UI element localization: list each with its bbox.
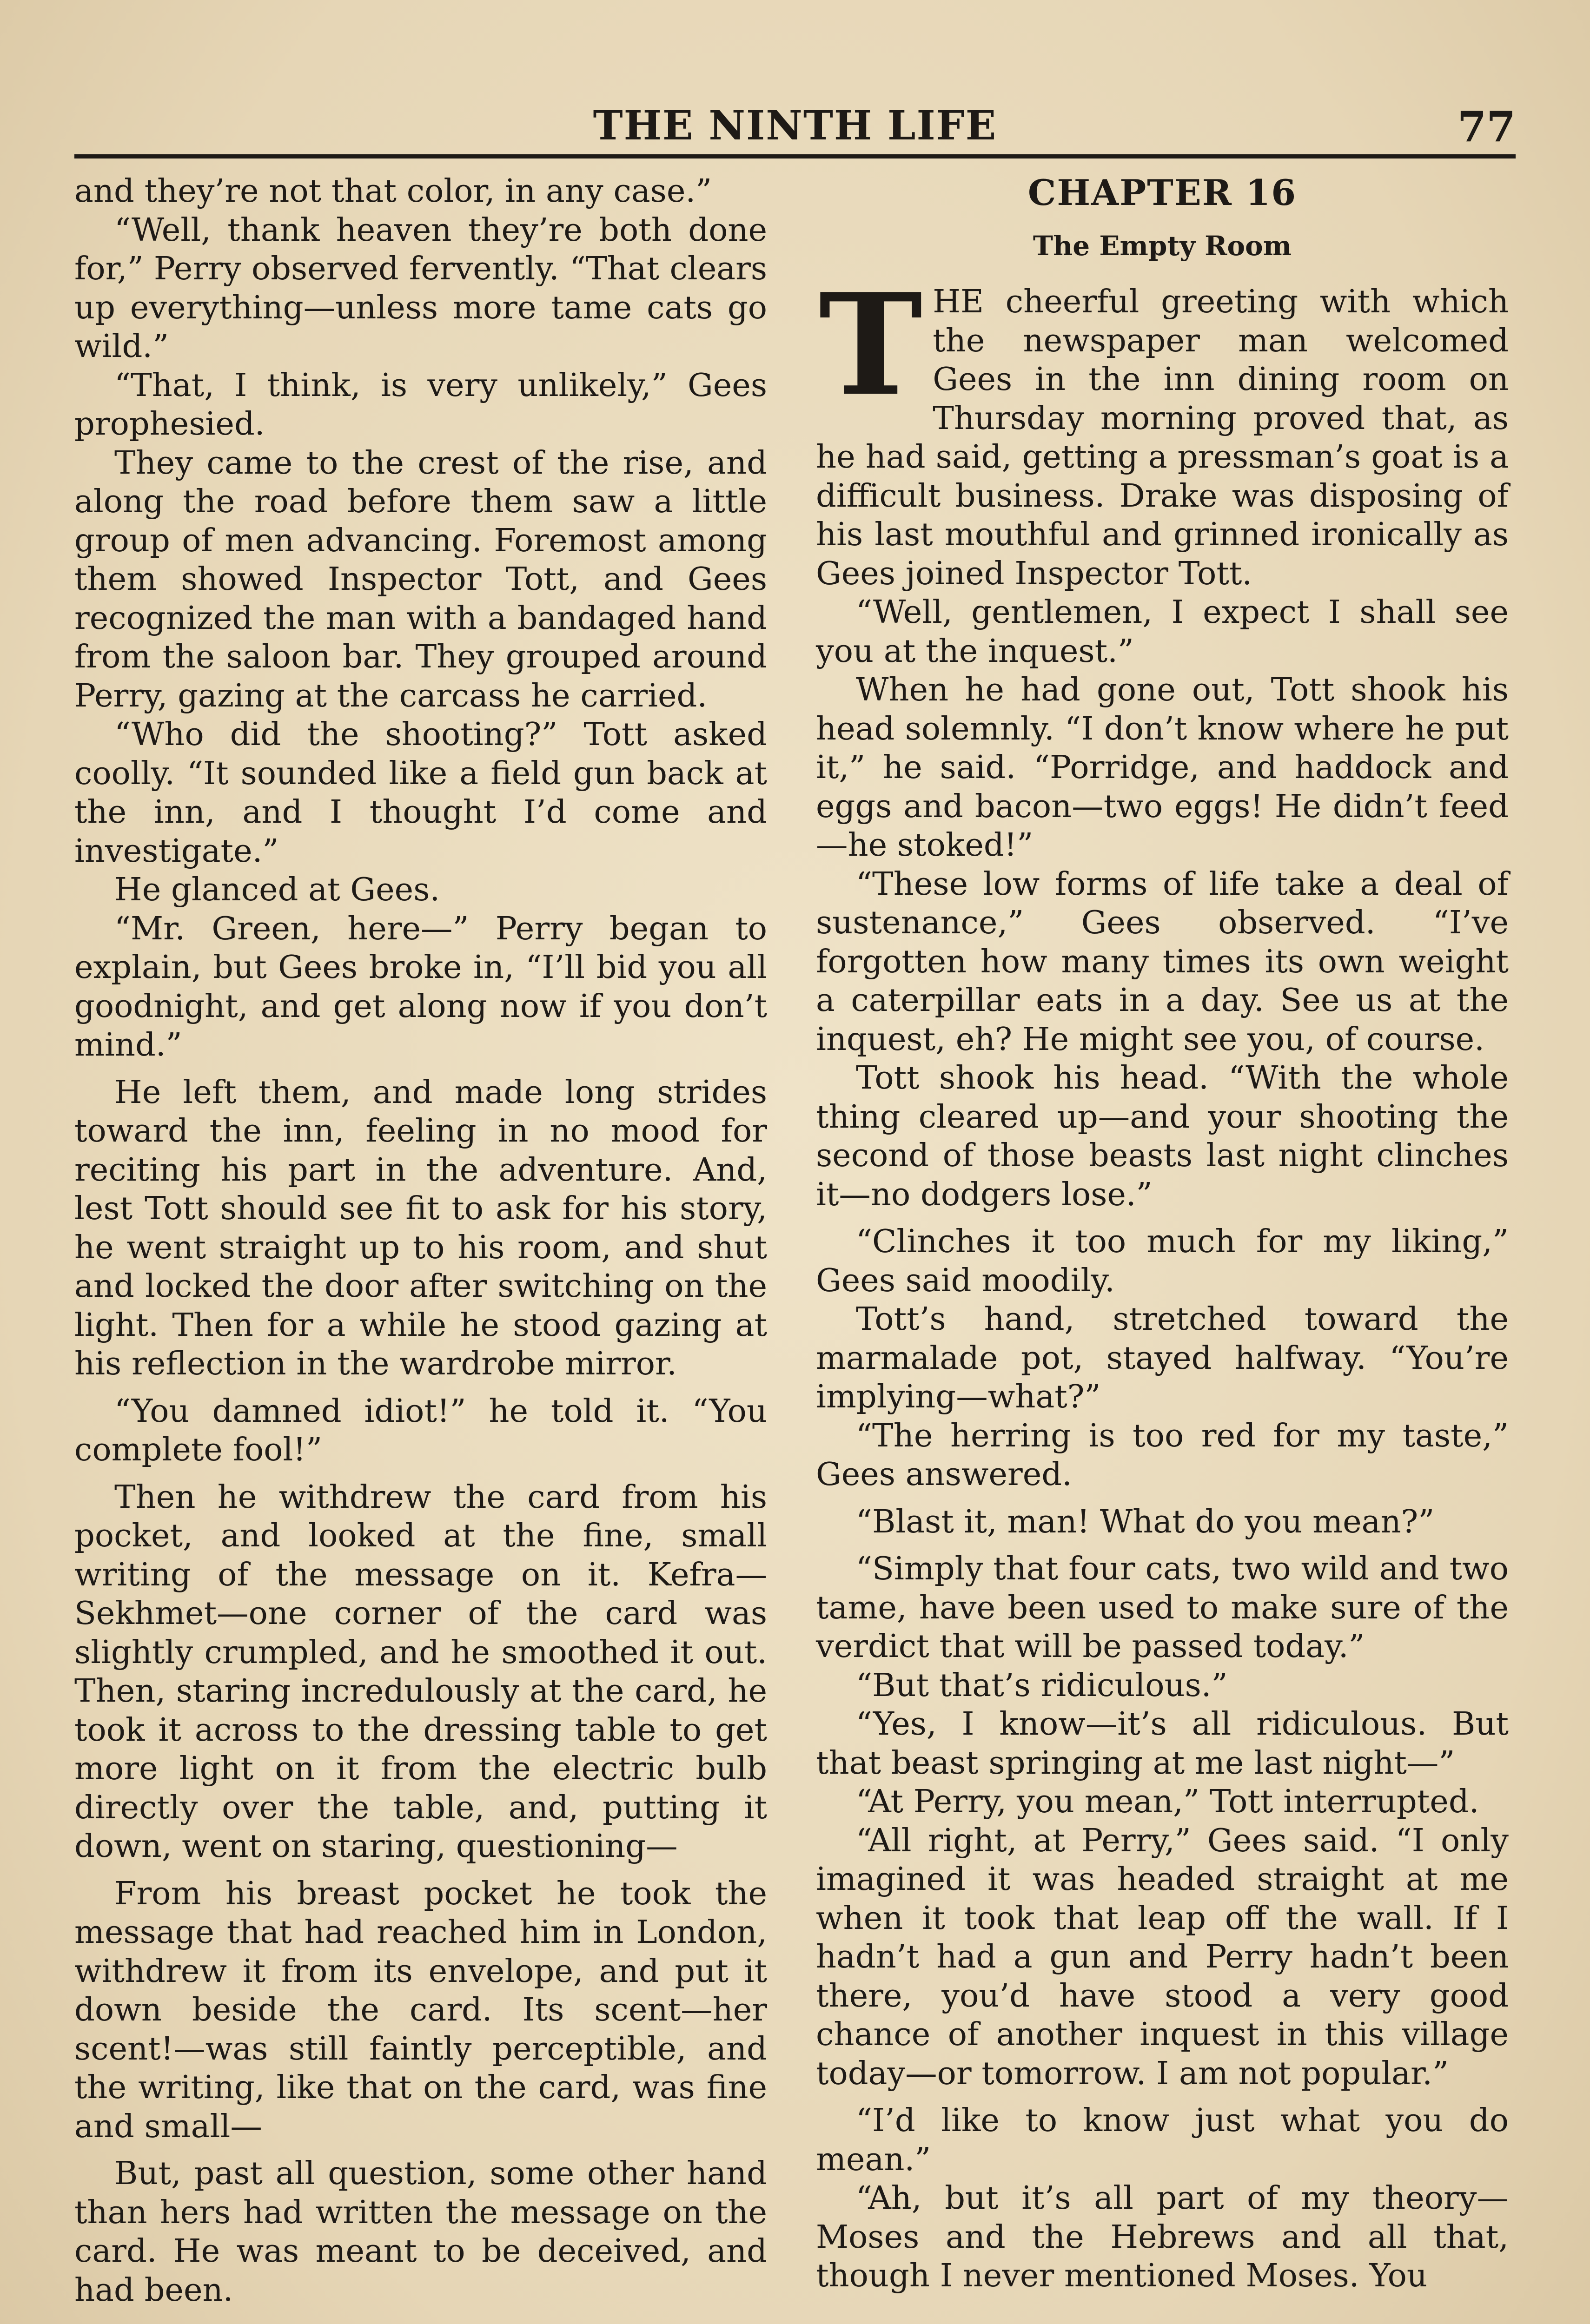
- paragraph: “Well, thank heaven they’re both done for,” Perry observed fervently. “That clears up everything—unless more tame cats go wild.”: [74, 211, 767, 365]
- paragraph: “That, I think, is very unlikely,” Gees prophesied.: [74, 366, 767, 442]
- paragraph: But, past all question, some other hand than hers had written the message on the card. He was meant to be deceived, and had been.: [74, 2155, 767, 2309]
- chapter-title: CHAPTER 16: [1027, 172, 1297, 213]
- opening-paragraph: [816, 263, 1509, 593]
- paragraph: “Who did the shooting?” Tott asked coolly. “It sounded like a field gun back at the inn, and I thought I’d come and investigate.”: [74, 716, 767, 870]
- paragraph: “The herring is too red for my taste,” Gees answered.: [816, 1417, 1509, 1493]
- paragraph: From his breast pocket he took the message that had reached him in London, withdrew it from its envelope, and put it down beside the card. Its scent—her scent!—was still faintly perceptible, and the writing, like that on the card, was fine and small—: [74, 1875, 767, 2145]
- paragraph: Then he withdrew the card from his pocket, and looked at the fine, small writing of the message on it. Kefra—Sekhmet—one corner of the card was slightly crumpled, and he smoothed it out. Then, staring incredulously at the card, he took it across to the dressing table to get more light on it from the electric bulb directly over the table, and, putting it down, went on staring, questioning—: [74, 1478, 767, 1865]
- paragraph: “Simply that four cats, two wild and two tame, have been used to make sure of the verdict that will be passed today.”: [816, 1550, 1509, 1665]
- paragraph: Tott’s hand, stretched toward the marmalade pot, stayed halfway. “You’re implying—what?”: [816, 1301, 1509, 1415]
- paragraph: He glanced at Gees.: [114, 871, 440, 908]
- paragraph: “Clinches it too much for my liking,” Gees said moodily.: [816, 1223, 1509, 1299]
- running-title: THE NINTH LIFE: [593, 102, 997, 149]
- paragraph: Tott shook his head. “With the whole thing cleared up—and your shooting the second of those beasts last night clinches it—no dodgers lose.”: [816, 1059, 1509, 1213]
- paragraph: “I’d like to know just what you do mean.”: [816, 2102, 1509, 2178]
- right-column: [816, 172, 1509, 2296]
- paragraph: “But that’s ridiculous.”: [856, 1666, 1228, 1704]
- chapter-subtitle: The Empty Room: [1033, 230, 1292, 262]
- paragraph: He left them, and made long strides toward the inn, feeling in no mood for reciting his part in the adventure. And, lest Tott should see fit to ask for his story, he went straight up to his room, and shut and locked the door after switching on the light. Then for a while he stood gazing at his reflection in the wardrobe mirror.: [74, 1073, 767, 1382]
- paragraph: “Ah, but it’s all part of my theory—Moses and the Hebrews and all that, though I never mentioned Moses. You: [816, 2179, 1509, 2294]
- paragraph: “Well, gentlemen, I expect I shall see you at the inquest.”: [816, 594, 1509, 670]
- paragraph: “You damned idiot!” he told it. “You complete fool!”: [74, 1392, 767, 1468]
- paragraph: “All right, at Perry,” Gees said. “I only imagined it was headed straight at me when it took that leap off the wall. If I hadn’t had a gun and Perry hadn’t been there, you’d have stood a very good chance of another inquest in this village today—or tomorrow. I am not popular.”: [816, 1822, 1509, 2092]
- paragraph: “Mr. Green, here—” Perry began to explain, but Gees broke in, “I’ll bid you all goodnight, and get along now if you don’t mind.”: [74, 910, 767, 1063]
- paragraph: and they’re not that color, in any case.”: [74, 172, 712, 210]
- paragraph: “Blast it, man! What do you mean?”: [856, 1503, 1435, 1540]
- opening-text: HE cheerful greeting with which the newspaper man welcomed Gees in the inn dining room on Thursday morning proved that, as he had said, getting a pressman’s goat is a difficult business. Drake was disposing of his last mouthful and grinned ironically as Gees joined Inspector Tott.: [816, 283, 1509, 592]
- paragraph: When he had gone out, Tott shook his head solemnly. “I don’t know where he put it,” he said. “Porridge, and haddock and eggs and bacon—two eggs! He didn’t feed—he stoked!”: [816, 671, 1509, 864]
- left-column: [74, 172, 767, 2310]
- page-number: 77: [1457, 102, 1516, 152]
- paragraph: “At Perry, you mean,” Tott interrupted.: [856, 1783, 1479, 1820]
- paragraph: “Yes, I know—it’s all ridiculous. But that beast springing at me last night—”: [816, 1705, 1509, 1782]
- drop-cap: T: [819, 263, 923, 427]
- paragraph: “These low forms of life take a deal of sustenance,” Gees observed. “I’ve forgotten how many times its own weight a caterpillar eats in a day. See us at the inquest, eh? He might see you, of course.: [816, 865, 1509, 1058]
- page-header: [74, 98, 1516, 153]
- paragraph: They came to the crest of the rise, and along the road before them saw a little group of men advancing. Foremost among them showed Inspector Tott, and Gees recognized the man with a bandaged hand from the saloon bar. They grouped around Perry, gazing at the carcass he carried.: [74, 444, 767, 714]
- header-rule: [74, 154, 1516, 158]
